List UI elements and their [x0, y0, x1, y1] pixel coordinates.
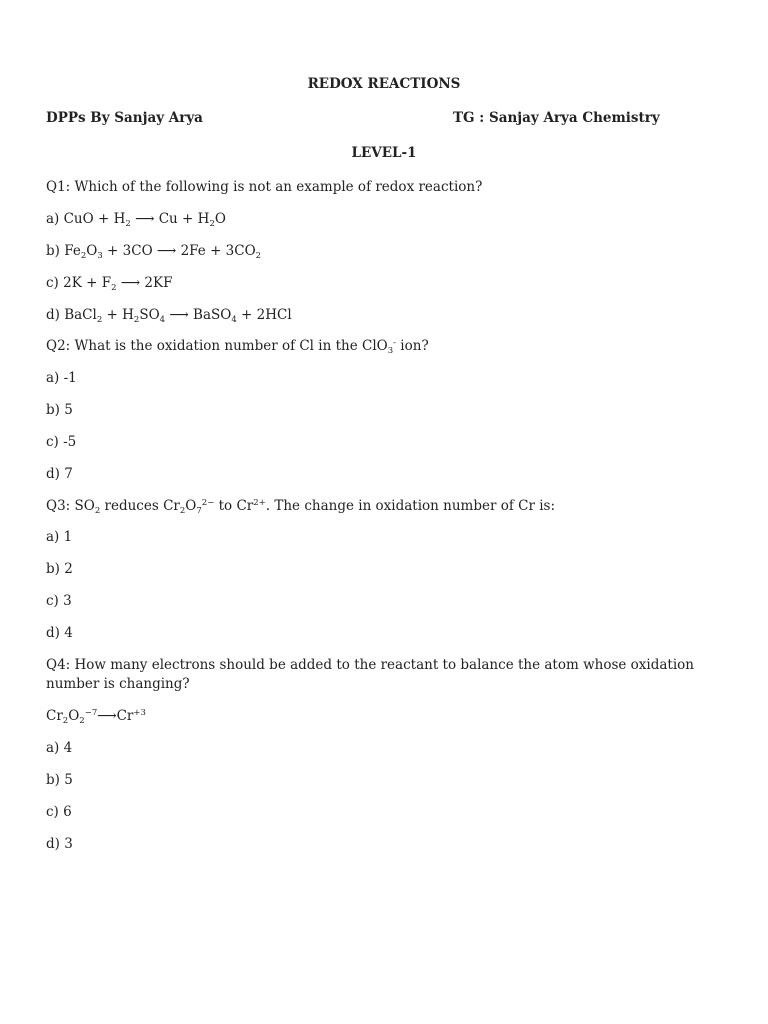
q4-option-c: c) 6 — [46, 804, 72, 820]
question-3: Q3: $SO_2$ reduces $Cr_2O_7^{2-}$ to $Cr^{2+}$. The change in oxidation number of Cr is: — [46, 498, 556, 516]
q1-option-c: c) $2K + F_2$ ⟶ 2KF — [46, 275, 173, 293]
q4-equation: $Cr_2O_2^{-7}⟶Cr^{+3}$ — [46, 708, 146, 726]
question-2: Q2: What is the oxidation number of Cl in the ClO$_3$- ion? — [46, 338, 429, 356]
question-1: Q1: Which of the following is not an example of redox reaction? — [46, 179, 483, 195]
q3-option-b: b) 2 — [46, 561, 73, 577]
q4-option-d: d) 3 — [46, 836, 73, 852]
q3-option-d: d) 4 — [46, 625, 73, 641]
document-title: REDOX REACTIONS — [307, 76, 461, 92]
q4-option-b: b) 5 — [46, 772, 73, 788]
q2-option-b: b) 5 — [46, 402, 73, 418]
q4-option-a: a) 4 — [46, 740, 73, 756]
q3-option-c: c) 3 — [46, 593, 72, 609]
q1-option-d: d) BaCl$_2$ + $H_2SO_4$ ⟶ BaSO$_4$ + 2HCl — [46, 307, 292, 325]
q1-option-a: a) CuO + $H_2$ ⟶ $Cu + H_2O$ — [46, 211, 226, 229]
question-4: Q4: How many electrons should be added to the reactant to balance the atom whose oxidation number is changing? — [46, 657, 694, 692]
q2-option-c: c) -5 — [46, 434, 77, 450]
level-heading: LEVEL-1 — [351, 145, 417, 161]
q1-option-b: b) $Fe_2O_3 + 3CO$ ⟶ $2Fe + 3CO_2$ — [46, 243, 262, 261]
header-left: DPPs By Sanjay Arya — [46, 110, 203, 126]
q2-option-a: a) -1 — [46, 370, 77, 386]
q3-option-a: a) 1 — [46, 529, 73, 545]
q2-option-d: d) 7 — [46, 466, 73, 482]
header-right: TG : Sanjay Arya Chemistry — [453, 110, 660, 126]
